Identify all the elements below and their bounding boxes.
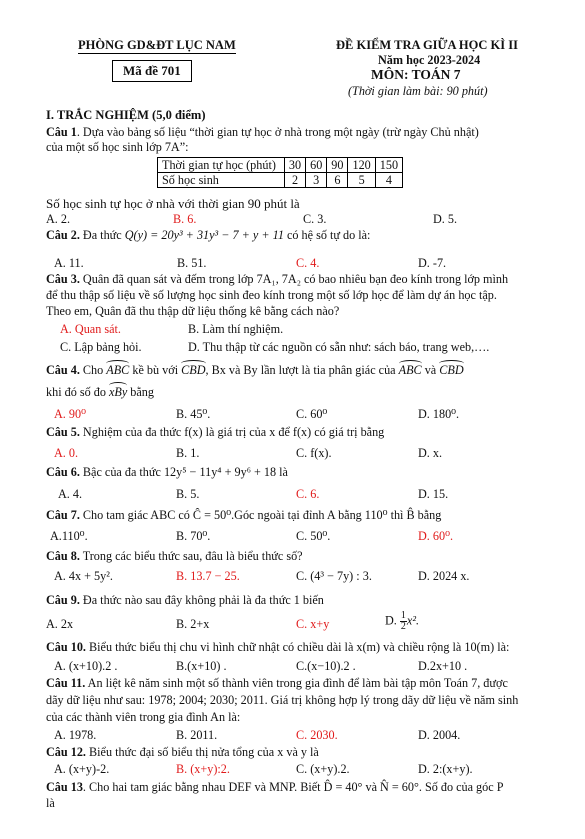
q9-line1: Câu 9. Đa thức nào sau đây không phải là đa thức 1 biến [46, 593, 324, 607]
q5-option-c[interactable]: C. f(x). [296, 446, 332, 460]
table-row [158, 158, 403, 173]
table-cell: 90 [327, 158, 348, 173]
q5-option-b[interactable]: B. 1. [176, 446, 200, 460]
q2-option-a[interactable]: A. 11. [54, 256, 84, 270]
exam-time: (Thời gian làm bài: 90 phút) [348, 84, 488, 98]
angle-abc-2: ABC [398, 363, 422, 377]
q12-option-b[interactable]: B. (x+y):2. [176, 762, 230, 776]
q9-option-a[interactable]: A. 2x [46, 617, 74, 631]
q8-option-d[interactable]: D. 2024 x. [418, 569, 470, 583]
q10-option-a[interactable]: A. (x+10).2 . [54, 659, 118, 673]
q12-option-a[interactable]: A. (x+y)-2. [54, 762, 110, 776]
q11-line2: dãy dữ liệu như sau: 1978; 2004; 2030; 2011. Giá trị không hợp lý trong dãy dữ liệu về năm sinh [46, 693, 519, 707]
q11-option-b[interactable]: B. 2011. [176, 728, 218, 742]
table-cell: 120 [348, 158, 375, 173]
q9-option-d[interactable]: D. $\frac{1}{2}$ x². [385, 610, 420, 632]
table-header-cell: Thời gian tự học (phút) [158, 158, 285, 173]
subject: MÔN: TOÁN 7 [371, 67, 461, 82]
table-cell: 6 [327, 173, 348, 188]
q12-option-c[interactable]: C. (x+y).2. [296, 762, 350, 776]
school-year: Năm học 2023-2024 [378, 53, 481, 67]
q9-option-c[interactable]: C. x+y [296, 617, 330, 631]
table-row [158, 173, 403, 188]
table-cell: 2 [284, 173, 305, 188]
q4-line2: khi đó số đo xBy bằng [46, 385, 154, 399]
q1-line3: Số học sinh tự học ở nhà với thời gian 90 phút là [46, 196, 300, 211]
q4-option-d[interactable]: D. 180⁰. [418, 407, 460, 421]
q8-option-b[interactable]: B. 13.7 − 25. [176, 569, 240, 583]
q10-line1: Câu 10. Biểu thức biểu thị chu vi hình chữ nhật có chiều dài là x(m) và chiều rộng là 10(m) là: [46, 640, 510, 654]
angle-cbd: CBD [181, 363, 206, 377]
q6-option-a[interactable]: A. 4. [58, 487, 83, 501]
q3-option-b[interactable]: B. Làm thí nghiệm. [188, 322, 284, 336]
q1-option-b[interactable]: B. 6. [173, 212, 197, 226]
table-cell: 5 [348, 173, 375, 188]
q7-option-b[interactable]: B. 70⁰. [176, 529, 211, 543]
q5-line1: Câu 5. Nghiệm của đa thức f(x) là giá trị của x để f(x) có giá trị bằng [46, 425, 385, 439]
q6-line1: Câu 6. Bậc của đa thức 12y⁵ − 11y⁴ + 9y⁶ + 18 là [46, 465, 288, 479]
q7-option-a[interactable]: A.110⁰. [50, 529, 88, 543]
q10-option-b[interactable]: B.(x+10) . [176, 659, 227, 673]
section-title: I. TRẮC NGHIỆM (5,0 điểm) [46, 108, 206, 122]
q3-option-a[interactable]: A. Quan sát. [60, 322, 121, 336]
q10-option-d[interactable]: D.2x+10 . [418, 659, 468, 673]
q7-option-c[interactable]: C. 50⁰. [296, 529, 331, 543]
q2-option-d[interactable]: D. -7. [418, 256, 447, 270]
table-header-cell: Số học sinh [158, 173, 285, 188]
q9-option-b[interactable]: B. 2+x [176, 617, 210, 631]
school-name: PHÒNG GD&ĐT LỤC NAM [78, 38, 236, 52]
q4-option-c[interactable]: C. 60⁰ [296, 407, 328, 421]
q5-option-a[interactable]: A. 0. [54, 446, 79, 460]
q12-option-d[interactable]: D. 2:(x+y). [418, 762, 473, 776]
q4-option-a[interactable]: A. 90⁰ [54, 407, 86, 421]
q13-line1: Câu 13. Cho hai tam giác bằng nhau DEF và MNP. Biết D̂ = 40° và N̂ = 60°. Số đo của góc P [46, 780, 504, 794]
q1-data-table [157, 157, 403, 188]
q1-line2: của một số học sinh lớp 7A”: [46, 140, 189, 154]
q5-option-d[interactable]: D. x. [418, 446, 443, 460]
q1-option-a[interactable]: A. 2. [46, 212, 71, 226]
table-cell: 30 [284, 158, 305, 173]
table-cell: 60 [306, 158, 327, 173]
q3-line1: Câu 3. Quân đã quan sát và đếm trong lớp 7A₁, 7A₂ có bao nhiêu bạn đeo kính trong lớp mình [46, 272, 509, 286]
q1-option-d[interactable]: D. 5. [433, 212, 458, 226]
q6-option-b[interactable]: B. 5. [176, 487, 200, 501]
q1-line1: Câu 1. Dựa vào bảng số liệu “thời gian tự học ở nhà trong một ngày (trừ ngày Chủ nhật) [46, 125, 479, 139]
q2-option-c[interactable]: C. 4. [296, 256, 320, 270]
q2-line1: Câu 2. Đa thức Q(y) = 20y³ + 31y³ − 7 + y + 11 có hệ số tự do là: [46, 228, 371, 242]
q8-line1: Câu 8. Trong các biểu thức sau, đâu là biểu thức số? [46, 549, 303, 563]
q10-option-c[interactable]: C.(x−10).2 . [296, 659, 356, 673]
q3-option-c[interactable]: C. Lập bảng hỏi. [60, 340, 142, 354]
q4-line1: Câu 4. Cho ABC kề bù với CBD, Bx và By lần lượt là tia phân giác của ABC và CBD [46, 363, 464, 377]
angle-cbd-2: CBD [439, 363, 464, 377]
q1-label: Câu 1 [46, 125, 77, 139]
q11-option-a[interactable]: A. 1978. [54, 728, 97, 742]
fraction: $\frac{1}{2}$ [400, 610, 406, 632]
q3-line3: Theo em, Quân đã thu thập dữ liệu thống kê bằng cách nào? [46, 304, 340, 318]
q6-option-c[interactable]: C. 6. [296, 487, 320, 501]
table-cell: 4 [375, 173, 402, 188]
q3-line2: để thu thập số liệu về số lượng học sinh đeo kính trong một số lớp học để làm dự án học tập. [46, 288, 497, 302]
angle-abc: ABC [106, 363, 130, 377]
q4-option-b[interactable]: B. 45⁰. [176, 407, 211, 421]
q11-option-d[interactable]: D. 2004. [418, 728, 461, 742]
q11-line3: của các thành viên trong gia đình An là: [46, 710, 241, 724]
exam-title: ĐỀ KIỂM TRA GIỮA HỌC KÌ II [336, 38, 518, 52]
exam-code-box: Mã đề 701 [112, 60, 192, 82]
q12-line1: Câu 12. Biểu thức đại số biểu thị nửa tổng của x và y là [46, 745, 319, 759]
q6-option-d[interactable]: D. 15. [418, 487, 449, 501]
q8-option-a[interactable]: A. 4x + 5y². [54, 569, 113, 583]
q2-formula: Q(y) = 20y³ + 31y³ − 7 + y + 11 [124, 228, 284, 242]
q11-line1: Câu 11. An liệt kê năm sinh một số thành viên trong gia đình để làm bài tập môn Toán 7, được [46, 676, 508, 690]
q8-option-c[interactable]: C. (4³ − 7y) : 3. [296, 569, 372, 583]
table-cell: 150 [375, 158, 402, 173]
q2-option-b[interactable]: B. 51. [177, 256, 207, 270]
q11-option-c[interactable]: C. 2030. [296, 728, 338, 742]
q1-option-c[interactable]: C. 3. [303, 212, 327, 226]
q3-option-d[interactable]: D. Thu thập từ các nguồn có sẵn như: sách báo, trang web,…. [188, 340, 490, 354]
q7-option-d[interactable]: D. 60⁰. [418, 529, 454, 543]
q7-line1: Câu 7. Cho tam giác ABC có Ĉ = 50⁰.Góc ngoài tại đỉnh A bằng 110⁰ thì B̂ bằng [46, 508, 442, 522]
angle-xby: xBy [108, 385, 128, 399]
table-cell: 3 [306, 173, 327, 188]
q13-line2: là [46, 796, 55, 810]
